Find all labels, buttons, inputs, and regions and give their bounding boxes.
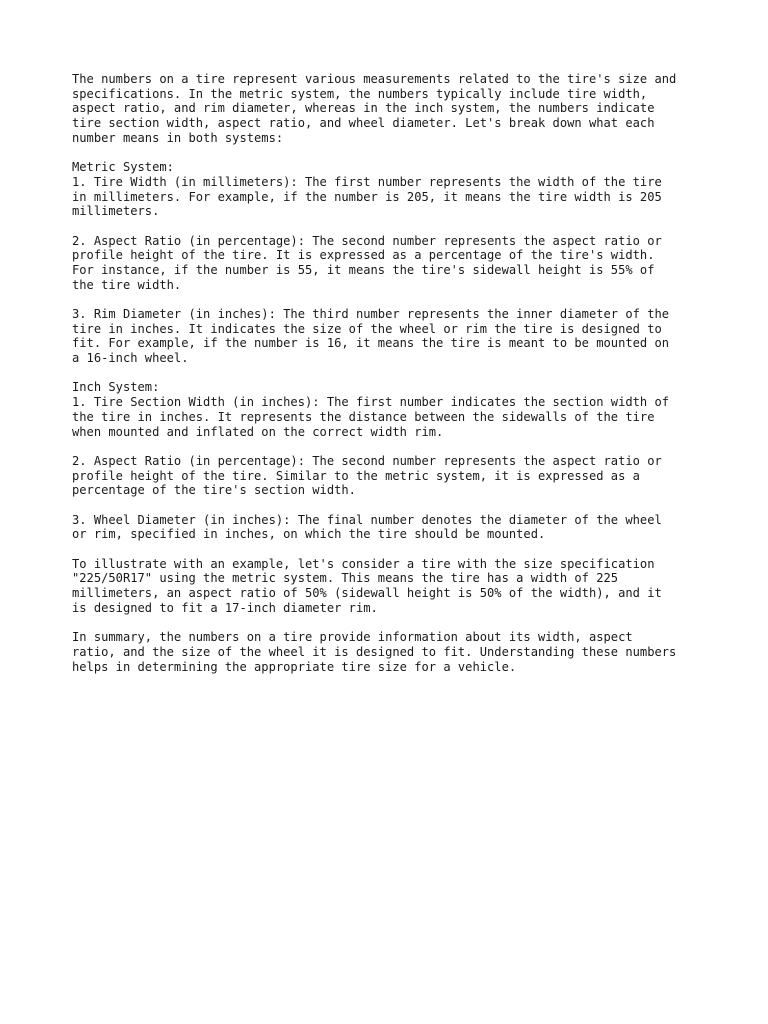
- text-line: 1. Tire Width (in millimeters): The first number represents the width of the tire: [72, 174, 662, 189]
- text-line: ratio, and the size of the wheel it is designed to fit. Understanding these numbers: [72, 644, 677, 659]
- text-line: in millimeters. For example, if the number is 205, it means the tire width is 205: [72, 189, 662, 204]
- inch-aspect-ratio-paragraph: [72, 454, 712, 498]
- text-line: when mounted and inflated on the correct width rim.: [72, 424, 444, 439]
- inch-wheel-diameter-paragraph: [72, 513, 712, 542]
- text-line: tire section width, aspect ratio, and wheel diameter. Let's break down what each: [72, 116, 655, 131]
- document-page: [72, 72, 712, 689]
- text-line: percentage of the tire's section width.: [72, 483, 356, 498]
- text-line: tire in inches. It indicates the size of the wheel or rim the tire is designed to: [72, 321, 662, 336]
- metric-rim-diameter-paragraph: [72, 307, 712, 366]
- inch-system-width-paragraph: [72, 380, 712, 439]
- text-line: To illustrate with an example, let's consider a tire with the size specification: [72, 556, 655, 571]
- metric-system-width-paragraph: [72, 160, 712, 219]
- summary-paragraph: [72, 630, 712, 674]
- text-line: 1. Tire Section Width (in inches): The first number indicates the section width of: [72, 395, 670, 410]
- section-heading: Metric System:: [72, 160, 174, 175]
- text-line: aspect ratio, and rim diameter, whereas in the inch system, the numbers indicate: [72, 101, 655, 116]
- text-line: helps in determining the appropriate tire size for a vehicle.: [72, 659, 517, 674]
- text-line: profile height of the tire. It is expressed as a percentage of the tire's width.: [72, 248, 655, 263]
- example-paragraph: [72, 557, 712, 616]
- text-line: The numbers on a tire represent various measurements related to the tire's size and: [72, 72, 677, 86]
- text-line: the tire width.: [72, 277, 182, 292]
- text-line: fit. For example, if the number is 16, it means the tire is meant to be mounted on: [72, 336, 670, 351]
- text-line: is designed to fit a 17-inch diameter rim.: [72, 600, 378, 615]
- text-line: For instance, if the number is 55, it means the tire's sidewall height is 55% of: [72, 262, 655, 277]
- text-line: "225/50R17" using the metric system. This means the tire has a width of 225: [72, 571, 619, 586]
- text-line: profile height of the tire. Similar to the metric system, it is expressed as a: [72, 468, 640, 483]
- text-line: millimeters, an aspect ratio of 50% (sidewall height is 50% of the width), and it: [72, 586, 662, 601]
- section-heading: Inch System:: [72, 380, 160, 395]
- metric-aspect-ratio-paragraph: [72, 234, 712, 293]
- text-line: specifications. In the metric system, the numbers typically include tire width,: [72, 86, 648, 101]
- text-line: In summary, the numbers on a tire provide information about its width, aspect: [72, 630, 633, 645]
- text-line: 3. Rim Diameter (in inches): The third number represents the inner diameter of the: [72, 307, 670, 321]
- text-line: the tire in inches. It represents the distance between the sidewalls of the tire: [72, 409, 655, 424]
- text-line: or rim, specified in inches, on which the tire should be mounted.: [72, 527, 546, 542]
- text-line: a 16-inch wheel.: [72, 351, 189, 366]
- text-line: number means in both systems:: [72, 130, 284, 145]
- text-line: 2. Aspect Ratio (in percentage): The second number represents the aspect ratio or: [72, 453, 662, 468]
- text-line: 3. Wheel Diameter (in inches): The final number denotes the diameter of the wheel: [72, 512, 662, 527]
- text-line: millimeters.: [72, 204, 160, 219]
- text-line: 2. Aspect Ratio (in percentage): The second number represents the aspect ratio or: [72, 233, 662, 248]
- intro-paragraph: [72, 72, 712, 145]
